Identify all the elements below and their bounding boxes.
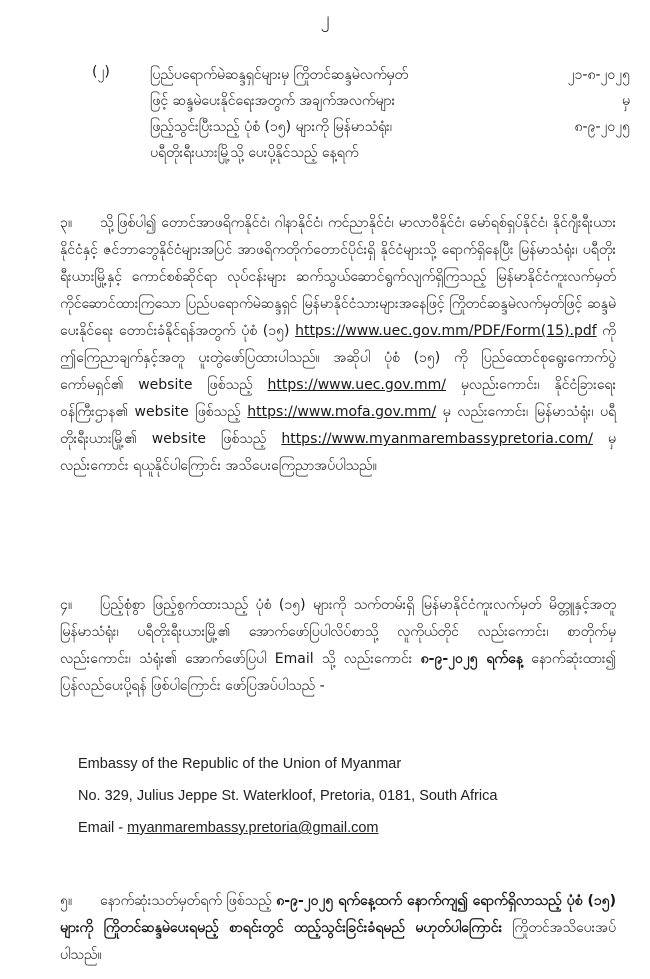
deadline-notice: ၈-၉-၂၀၂၅ ရက်နေ့ထက် နောက်ကျ၍ ရောက်ရှိလာသည့် ပုံစံ (၁၅) များကို ကြိုတင်ဆန္ဒမဲပေးရမည့် စာရင်းတွင် ထည့်သွင်းခြင်းခံရမည် မဟုတ်ပါကြောင်း (60, 893, 617, 936)
paragraph-number: ၅။ (60, 893, 73, 909)
paragraph-text: မှ လည်းကောင်း ရယူနိုင်ပါကြောင်း အသိပေးကြေညာအပ်ပါသည်။ (60, 431, 616, 474)
paragraph-number: ၃။ (60, 215, 73, 231)
schedule-row-date: ၈-၉-၂၀၂၅ (574, 119, 630, 135)
address-line-2: No. 329, Julius Jeppe St. Waterkloof, Pretoria, 0181, South Africa (78, 788, 498, 804)
paragraph-text: မှလည်းကောင်း၊ နိုင်ငံခြားရေးဝန်ကြီးဌာန၏ website ဖြစ်သည့် (60, 377, 617, 420)
paragraph-text: နောက်ဆုံးသတ်မှတ်ရက် ဖြစ်သည့် (100, 893, 272, 909)
address-email-line (78, 812, 618, 844)
paragraph-text: ပြည့်စုံစွာ ဖြည့်စွက်ထားသည့် ပုံစံ (၁၅) များကို သက်တမ်းရှိ မြန်မာနိုင်ငံကူးလက်မှတ် မိတ္တူနှင့်အတူ မြန်မာသံရုံး၊ ပရီတိုးရီးယားမြို့၏ အောက်ဖော်ပြပါလိပ်စာသို့ လူကိုယ်တိုင် လည်းကောင်း၊ စာတိုက်မှ လည်းကောင်း၊ သံရုံး၏ အောက်ဖော်ပြပါ Email သို့ လည်းကောင်း (60, 597, 616, 667)
paragraph-3 (60, 210, 616, 480)
schedule-row (150, 88, 630, 114)
paragraph-text: မှ လည်းကောင်း၊ မြန်မာသံရုံး၊ ပရီတိုးရီးယားမြို့၏ website ဖြစ်သည့် (60, 404, 616, 447)
paragraph-text: သို့ဖြစ်ပါ၍ တောင်အာဖရိကနိုင်ငံ၊ ဂါနာနိုင်ငံ၊ ကင်ညာနိုင်ငံ၊ မာလာဝီနိုင်ငံ၊ မော်ရစ်ရှပ်နိုင်ငံ၊ နိုင်ဂျီးရီးယားနိုင်ငံနှင့် ဇင်ဘာဘွေနိုင်ငံများအပြင် အာဖရိကတိုက်တောင်ပိုင်းရှိ နိုင်ငံများသို့ ရောက်ရှိနေပြီး မြန်မာသံရုံး၊ ပရီတိုးရီးယားမြို့နှင့် ကောင်စစ်ဆိုင်ရာ လုပ်ငန်းများ ဆက်သွယ်ဆောင်ရွက်လျက်ရှိကြသည့် မြန်မာနိုင်ငံကူးလက်မှတ်ကိုင်ဆောင်ထားကြသော ပြည်ပရောက်မဲဆန္ဒရှင် မြန်မာနိုင်ငံသားများအနေဖြင့် ကြိုတင်ဆန္ဒမဲလက်မှတ်ဖြင့် ဆန္ဒမဲပေးနိုင်ရေး တောင်းခံနိုင်ရန်အတွက် ပုံစံ (၁၅) (60, 215, 616, 339)
paragraph-4 (60, 592, 616, 700)
schedule-row-text: ဖြည့်သွင်းပြီးသည့် ပုံစံ (၁၅) များကို မြန်မာသံရုံး၊ (150, 119, 392, 135)
schedule-row-date: ၂၁-၈-၂၀၂၅ (567, 67, 630, 83)
schedule-row-text: ဖြင့် ဆန္ဒမဲပေးနိုင်ရေးအတွက် အချက်အလက်များ (150, 93, 396, 109)
paragraph-text: နောက်ဆုံးထား၍ ပြန်လည်ပေးပို့ရန် ဖြစ်ပါကြောင်း ဖော်ပြအပ်ပါသည် - (60, 651, 616, 694)
deadline-date: ၈-၉-၂၀၂၅ ရက်နေ့ (420, 651, 523, 667)
email-label: Email - (78, 820, 128, 836)
schedule-row (150, 62, 630, 88)
paragraph-number: ၄။ (60, 597, 73, 613)
schedule-row (150, 140, 630, 166)
schedule-row (150, 114, 630, 140)
schedule-row-text: ပရီတိုးရီးယားမြို့သို့ ပေးပို့နိုင်သည့် နေ့ရက် (150, 145, 359, 161)
paragraph-5 (60, 888, 616, 969)
paragraph-text: ကို ဤကြေညာချက်နှင့်အတူ ပူးတွဲဖော်ပြထားပါသည်။ အဆိုပါ ပုံစံ (၁၅) ကို ပြည်ထောင်စုရွေးကောက်ပွဲကော်မရှင်၏ website ဖြစ်သည့် (60, 323, 616, 393)
mofa-website-link[interactable]: https://www.mofa.gov.mm/ (247, 404, 437, 420)
page-number: ၂ (320, 8, 330, 29)
paragraph-text: ကြိုတင်အသိပေးအပ်ပါသည်။ (60, 920, 616, 963)
schedule-row-text: ပြည်ပရောက်မဲဆန္ဒရှင်များမှ ကြိုတင်ဆန္ဒမဲလက်မှတ် (150, 67, 409, 83)
address-line-1: Embassy of the Republic of the Union of Myanmar (78, 756, 402, 772)
form-15-pdf-link[interactable]: https://www.uec.gov.mm/PDF/Form(15).pdf (295, 323, 597, 339)
embassy-website-link[interactable]: https://www.myanmarembassypretoria.com/ (281, 431, 593, 447)
item-number: (၂) (92, 64, 110, 80)
embassy-email-link[interactable]: myanmarembassy.pretoria@gmail.com (127, 820, 379, 836)
uec-website-link[interactable]: https://www.uec.gov.mm/ (267, 377, 446, 393)
embassy-address (78, 748, 618, 844)
schedule-row-date (540, 140, 630, 166)
schedule-row-date: မှ (622, 93, 630, 109)
schedule-rows (150, 62, 630, 166)
